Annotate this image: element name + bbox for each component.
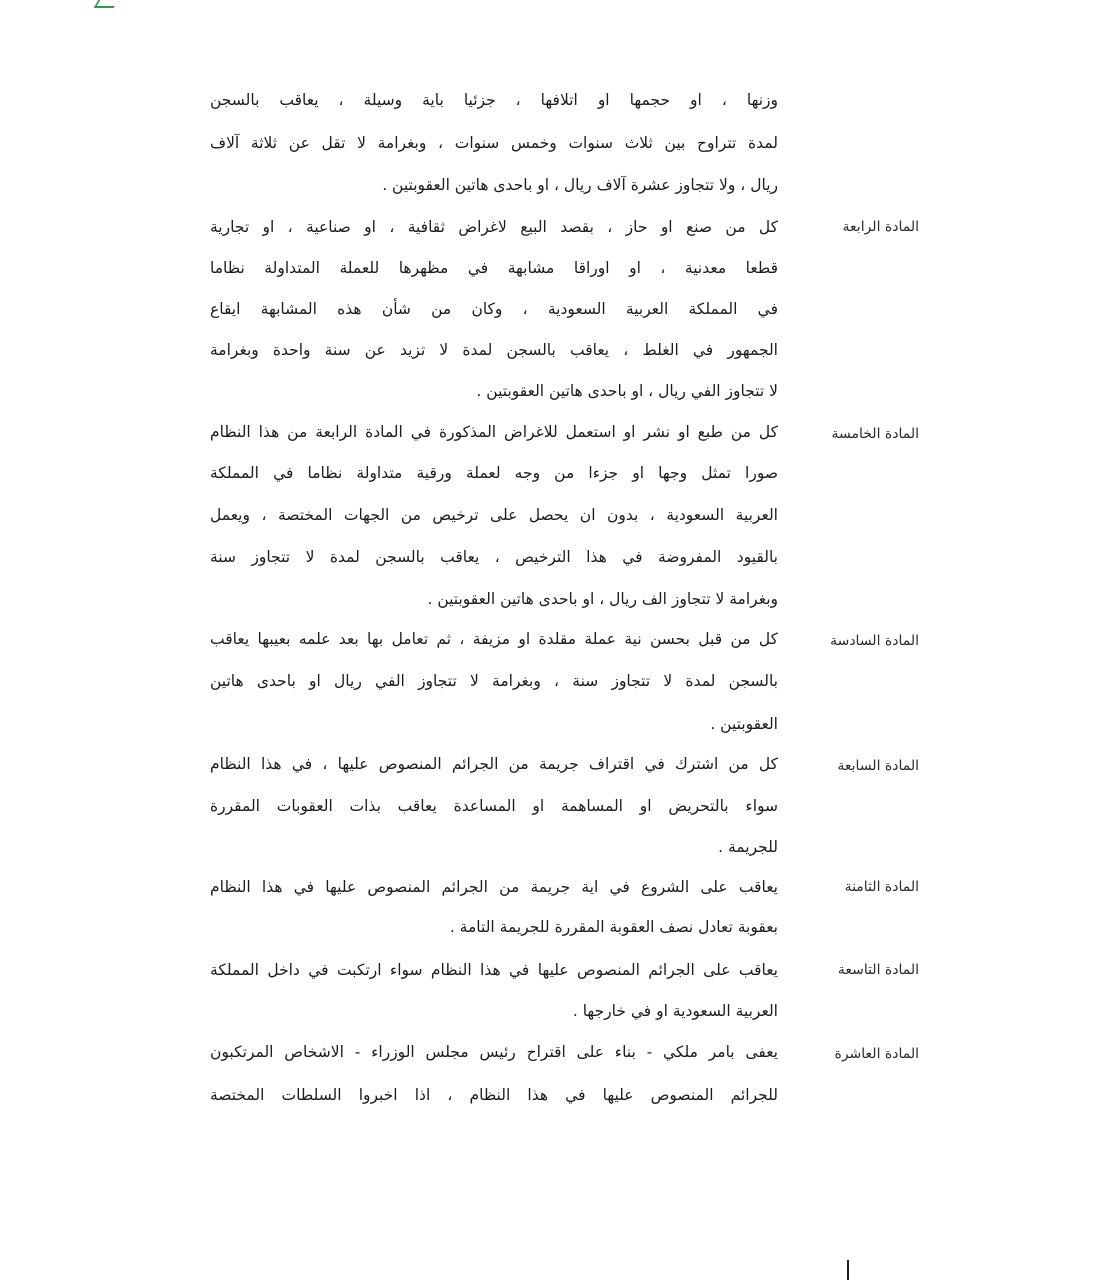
text-line: يعاقب على الجرائم المنصوص عليها في هذا النظام سواء ارتكبت في داخل المملكة xyxy=(210,961,778,979)
corner-scan-mark xyxy=(94,0,119,8)
text-line: العقوبتين . xyxy=(710,715,778,733)
article-label: المادة الرابعة xyxy=(842,219,919,235)
article-label: المادة السادسة xyxy=(830,633,919,649)
text-line: للجريمة . xyxy=(718,838,778,856)
text-line: كل من قبل بحسن نية عملة مقلدة او مزيفة ، ثم تعامل بها بعد علمه بعيبها يعاقب xyxy=(210,630,778,648)
text-line: قطعا معدنية ، او اوراقا مشابهة في مظهرها للعملة المتداولة نظاما xyxy=(210,259,778,277)
text-line: وبغرامة لا تتجاوز الف ريال ، او باحدى هاتين العقوبتين . xyxy=(427,590,778,608)
text-line: لا تتجاوز الفي ريال ، او باحدى هاتين العقوبتين . xyxy=(476,382,778,400)
text-line: الجمهور في الغلط ، يعاقب بالسجن لمدة لا تزيد عن سنة واحدة وبغرامة xyxy=(210,341,778,359)
text-line: لمدة تتراوح بين ثلاث سنوات وخمس سنوات ، وبغرامة لا تقل عن ثلاثة آلاف xyxy=(210,134,778,152)
text-line: ريال ، ولا تتجاوز عشرة آلاف ريال ، او باحدى هاتين العقوبتين . xyxy=(382,176,778,194)
article-label: المادة الخامسة xyxy=(831,426,919,442)
text-line: بعقوبة تعادل نصف العقوبة المقررة للجريمة التامة . xyxy=(449,918,778,936)
text-line: يعاقب على الشروع في اية جريمة من الجرائم المنصوص عليها في هذا النظام xyxy=(210,878,778,896)
text-line: وزنها ، او حجمها او اتلافها ، جزئيا باية وسيلة ، يعاقب بالسجن xyxy=(210,91,778,109)
article-label: المادة السابعة xyxy=(837,758,919,774)
text-line: كل من اشترك في اقتراف جريمة من الجرائم المنصوص عليها ، في هذا النظام xyxy=(210,755,778,773)
page-edge-mark xyxy=(847,1260,849,1280)
text-line: كل من صنع او حاز ، بقصد البيع لاغراض ثقافية ، او صناعية ، او تجارية xyxy=(210,218,778,236)
article-label: المادة العاشرة xyxy=(834,1046,919,1062)
text-line: للجرائم المنصوص عليها في هذا النظام ، اذا اخبروا السلطات المختصة xyxy=(210,1086,778,1104)
text-line: صورا تمثل وجها او جزءا من وجه لعملة ورقية متداولة نظاما في المملكة xyxy=(210,464,778,482)
article-label: المادة التاسعة xyxy=(837,962,919,978)
text-line: بالقيود المفروضة في هذا الترخيص ، يعاقب بالسجن لمدة لا تتجاوز سنة xyxy=(210,548,778,566)
text-line: سواء بالتحريض او المساهمة او المساعدة يعاقب بذات العقوبات المقررة xyxy=(210,797,778,815)
text-line: العربية السعودية ، بدون ان يحصل على ترخيص من الجهات المختصة ، ويعمل xyxy=(210,506,778,524)
text-line: يعفى بامر ملكي - بناء على اقتراح رئيس مجلس الوزراء - الاشخاص المرتكبون xyxy=(210,1043,778,1061)
article-label: المادة الثامنة xyxy=(844,879,919,895)
text-line: كل من طبع او نشر او استعمل للاغراض المذكورة في المادة الرابعة من هذا النظام xyxy=(210,423,778,441)
text-line: في المملكة العربية السعودية ، وكان من شأن هذه المشابهة ايقاع xyxy=(210,300,778,318)
text-line: بالسجن لمدة لا تتجاوز سنة ، وبغرامة لا تتجاوز الفي ريال او باحدى هاتين xyxy=(210,672,778,690)
text-line: العربية السعودية او في خارجها . xyxy=(572,1002,778,1020)
